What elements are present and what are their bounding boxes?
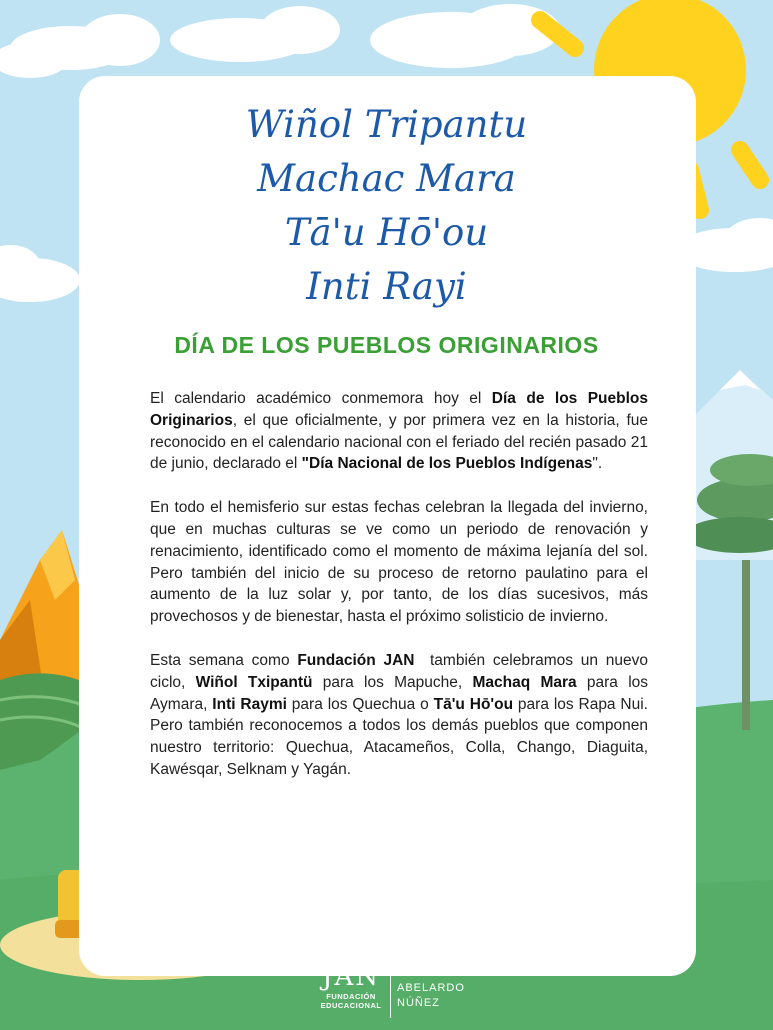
bold-span: Inti Raymi [212,695,287,713]
logo-name-line: NÚÑEZ [397,997,440,1009]
logo-divider [390,962,391,1018]
body-text [150,388,653,803]
text-span: para los Mapuche, [312,673,473,691]
logo-name [397,962,465,1011]
logo-left [318,962,384,1010]
logo-mark: JAN [322,962,380,992]
text-span: para los Quechua o [286,695,434,713]
text-span: Esta semana como [150,651,298,669]
title-line: Inti Rayi [306,265,467,308]
logo-name-line: ABELARDO [397,982,465,994]
bold-span: Fundación JAN [297,651,415,669]
logo-name-line: JOSÉ [397,967,430,979]
paragraph-2: En todo el hemisferio sur estas fechas celebran la llegada del invierno, que en muchas culturas se ve como un periodo de renovación y renacimiento, identificado como el momento de máxima lejanía del sol. Pero también del inicio de su proceso de retorno paulatino para el aumento de la luz solar y, por tanto, de los días sucesivos, más provechosos y de bienestar, hasta el próximo solisticio de invierno. [150,499,648,626]
text-span: para los Aymara, [150,673,649,713]
title-block [0,98,773,314]
text-span: también celebramos un nuevo ciclo, [150,651,653,691]
logo-subtitle: FUNDACIÓN [326,992,376,1001]
text-span: , el que oficialmente, y por primera vez en la historia, fue reconocido en el calendario nacional con el feriado del recién pasado 21 de junio, declarado el [150,411,648,473]
text-span: para los Rapa Nui. Pero también reconocemos a todos los demás pueblos que componen nuestro territorio: Quechua, Atacameños, Colla, Chango, Diaguita, Kawésqar, Selknam y Yagán. [150,695,648,778]
paragraph-3 [150,650,653,781]
text-span: El calendario académico conmemora hoy el [150,390,492,407]
section-heading: DÍA DE LOS PUEBLOS ORIGINARIOS [174,332,599,358]
text-span: ". [592,455,603,473]
title-line: Tā'u Hō'ou [284,211,489,254]
paragraph-1 [150,388,648,475]
bold-span: Machaq Mara [472,673,577,691]
logo-subtitle: EDUCACIONAL [320,1001,382,1010]
bold-span: Tā'u Hō'ou [433,695,514,713]
bold-span: "Día Nacional de los Pueblos Indígenas [301,455,593,473]
bold-span: Wiñol Txipantü [195,673,313,691]
title-line: Wiñol Tripantu [245,103,528,146]
title-line: Machac Mara [257,157,516,200]
fundacion-jan-logo [318,962,468,1022]
bold-span: Día de los Pueblos Originarios [150,390,649,429]
